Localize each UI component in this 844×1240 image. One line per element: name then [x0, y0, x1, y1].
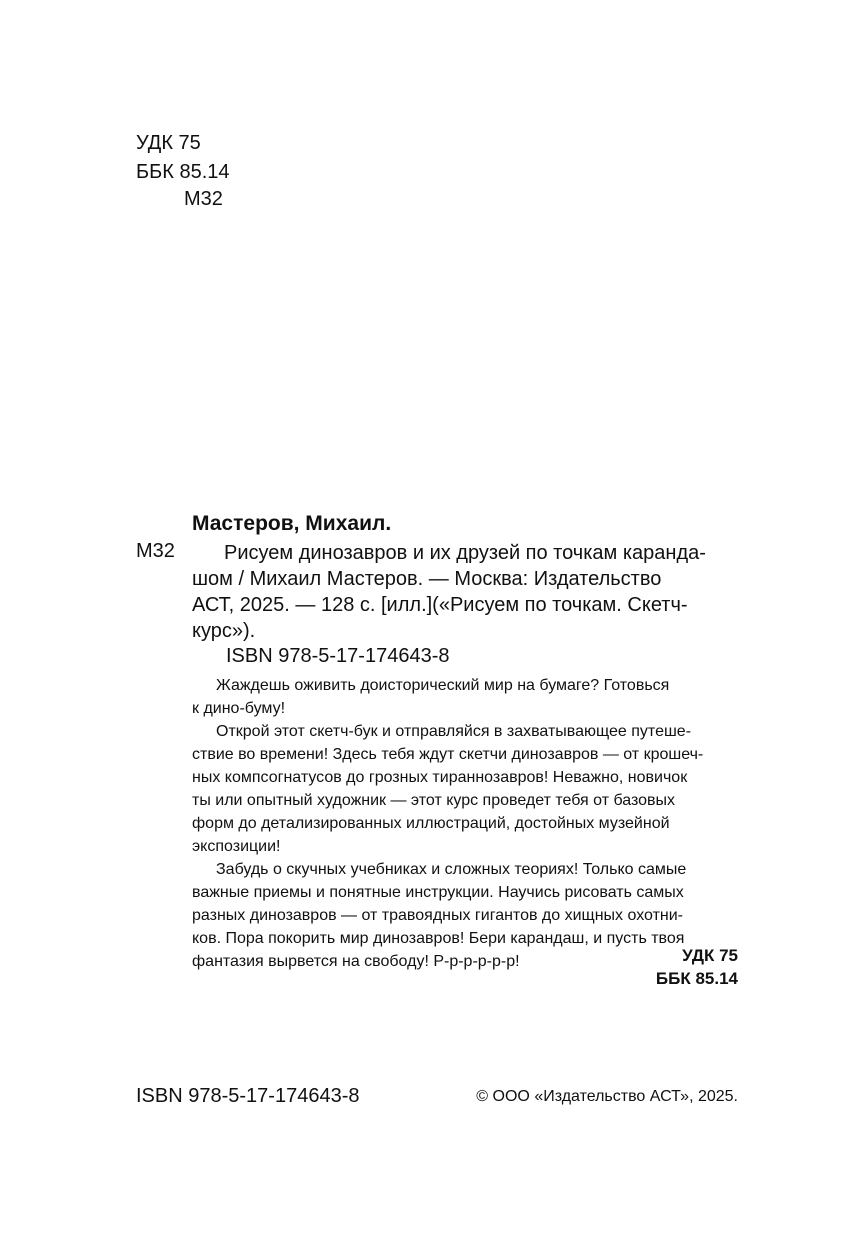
annotation-line: Открой этот скетч-бук и отправляйся в захватывающее путеше-	[216, 723, 692, 740]
annotation-line: ствие во времени! Здесь тебя ждут скетчи динозавров — от крошеч-	[192, 746, 704, 763]
bib-line: АСТ, 2025. — 128 с. [илл.](«Рисуем по точкам. Скетч-	[192, 594, 688, 616]
isbn-record: ISBN 978-5-17-174643-8	[226, 645, 450, 667]
annotation-line: Забудь о скучных учебниках и сложных теориях! Только самые	[216, 861, 687, 878]
annotation-line: форм до детализированных иллюстраций, достойных музейной	[192, 815, 670, 832]
bib-line: курс»).	[192, 620, 256, 642]
annotation-line: ков. Пора покорить мир динозавров! Бери карандаш, и пусть твоя	[192, 930, 685, 947]
annotation-line: экспозиции!	[192, 838, 281, 855]
annotation	[192, 674, 738, 973]
annotation-line: важные приемы и понятные инструкции. Научись рисовать самых	[192, 884, 684, 901]
copyright: © ООО «Издательство АСТ», 2025.	[476, 1088, 738, 1105]
annotation-line: Жаждешь оживить доисторический мир на бумаге? Готовься	[216, 677, 670, 694]
bbk-code: ББК 85.14	[655, 969, 738, 988]
annotation-line: ных компсогнатусов до грозных тираннозавров! Неважно, новичок	[192, 769, 688, 786]
author-cipher: М32	[136, 540, 175, 562]
annotation-line: к дино-буму!	[192, 700, 286, 717]
annotation-line: ты или опытный художник — этот курс проведет тебя от базовых	[192, 792, 676, 809]
bib-line: Рисуем динозавров и их друзей по точкам каранда-	[224, 542, 706, 564]
udk-code: УДК 75	[682, 946, 738, 965]
annotation-line: разных динозавров — от травоядных гигантов до хищных охотни-	[192, 907, 683, 924]
annotation-line: фантазия вырвется на свободу! Р-р-р-р-р-р!	[192, 953, 520, 970]
author-cipher-top: М32	[184, 188, 223, 210]
bbk-code-top: ББК 85.14	[136, 161, 230, 183]
bib-line: шом / Михаил Мастеров. — Москва: Издательство	[192, 568, 662, 590]
classification-codes	[656, 944, 738, 990]
udk-code-top: УДК 75	[136, 132, 201, 154]
author-heading: Мастеров, Михаил.	[192, 512, 392, 535]
bibliographic-description	[192, 540, 738, 644]
isbn-footer: ISBN 978-5-17-174643-8	[136, 1085, 360, 1107]
